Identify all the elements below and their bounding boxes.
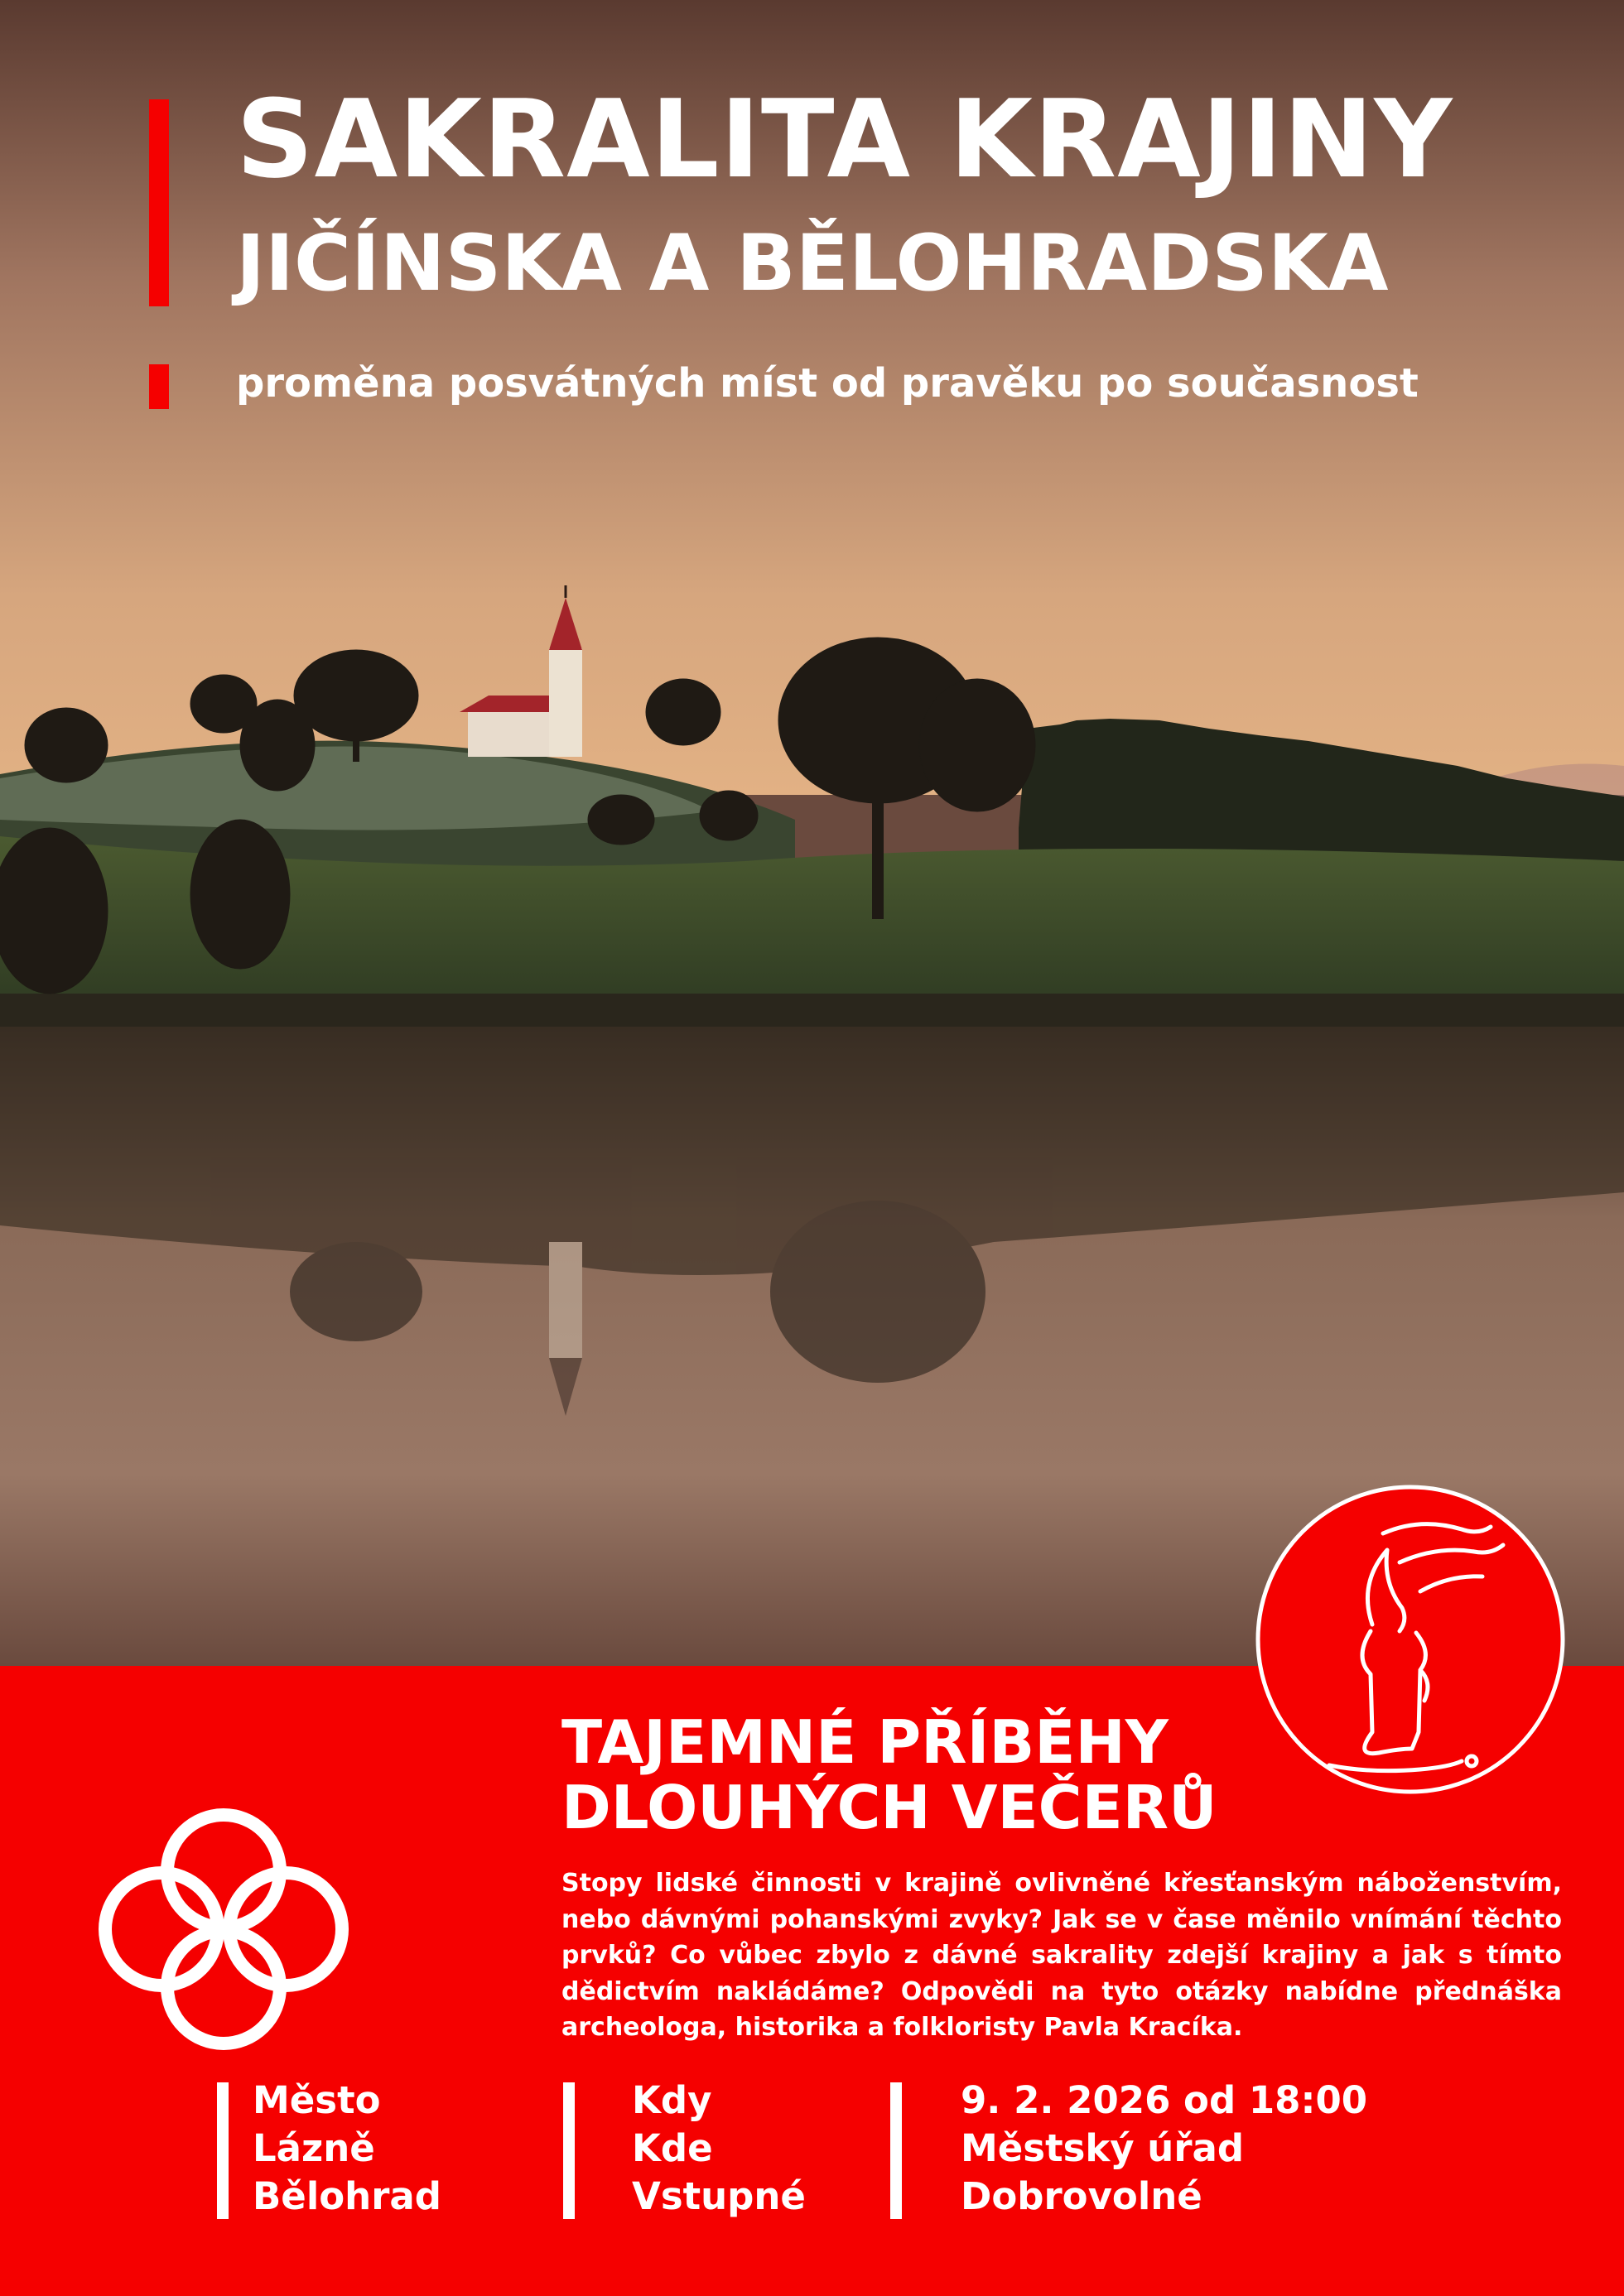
- values-bar: [890, 2082, 902, 2219]
- organizer-line-1: Město: [253, 2078, 381, 2122]
- organizer-bar: [217, 2082, 229, 2219]
- event-values: [961, 2077, 1367, 2221]
- organizer-line-3: Bělohrad: [253, 2174, 441, 2218]
- when-value: 9. 2. 2026 od 18:00: [961, 2078, 1368, 2122]
- event-description: Stopy lidské činnosti v krajině ovlivněné křesťanským náboženstvím, nebo dávnými pohanskými zvyky? Jak se v čase měnilo vnímání těchto prvků? Co vůbec zbylo z dávné sakrality zdejší krajiny a jak s tímto dědictvím nakládáme? Odpovědi na tyto otázky nabídne přednáška archeologa, historika a folkloristy Pavla Kracíka.: [561, 1869, 1562, 2042]
- organizer-line-2: Lázně: [253, 2126, 375, 2170]
- organizer: [253, 2077, 441, 2221]
- where-label: Kde: [632, 2126, 713, 2170]
- title-line-1: SAKRALITA KRAJINY: [236, 76, 1453, 202]
- where-value: Městský úřad: [961, 2126, 1245, 2170]
- series-title-line-1: TAJEMNÉ PŘÍBĚHY: [561, 1707, 1169, 1777]
- candle-icon: [1255, 1484, 1566, 1795]
- labels-bar: [563, 2082, 575, 2219]
- four-rings-logo: [95, 1805, 352, 2053]
- subtitle-accent-bar: [149, 364, 169, 409]
- event-labels: [632, 2077, 806, 2221]
- title-accent-bar: [149, 99, 169, 306]
- title-line-2: JIČÍNSKA A BĚLOHRADSKA: [236, 219, 1389, 309]
- entry-label: Vstupné: [632, 2174, 806, 2218]
- entry-value: Dobrovolné: [961, 2174, 1202, 2218]
- shoreline: [0, 994, 1624, 1027]
- series-title-line-2: DLOUHÝCH VEČERŮ: [561, 1773, 1217, 1843]
- series-title: [561, 1707, 1217, 1843]
- subtitle: proměna posvátných míst od pravěku po současnost: [236, 360, 1419, 407]
- when-label: Kdy: [632, 2078, 712, 2122]
